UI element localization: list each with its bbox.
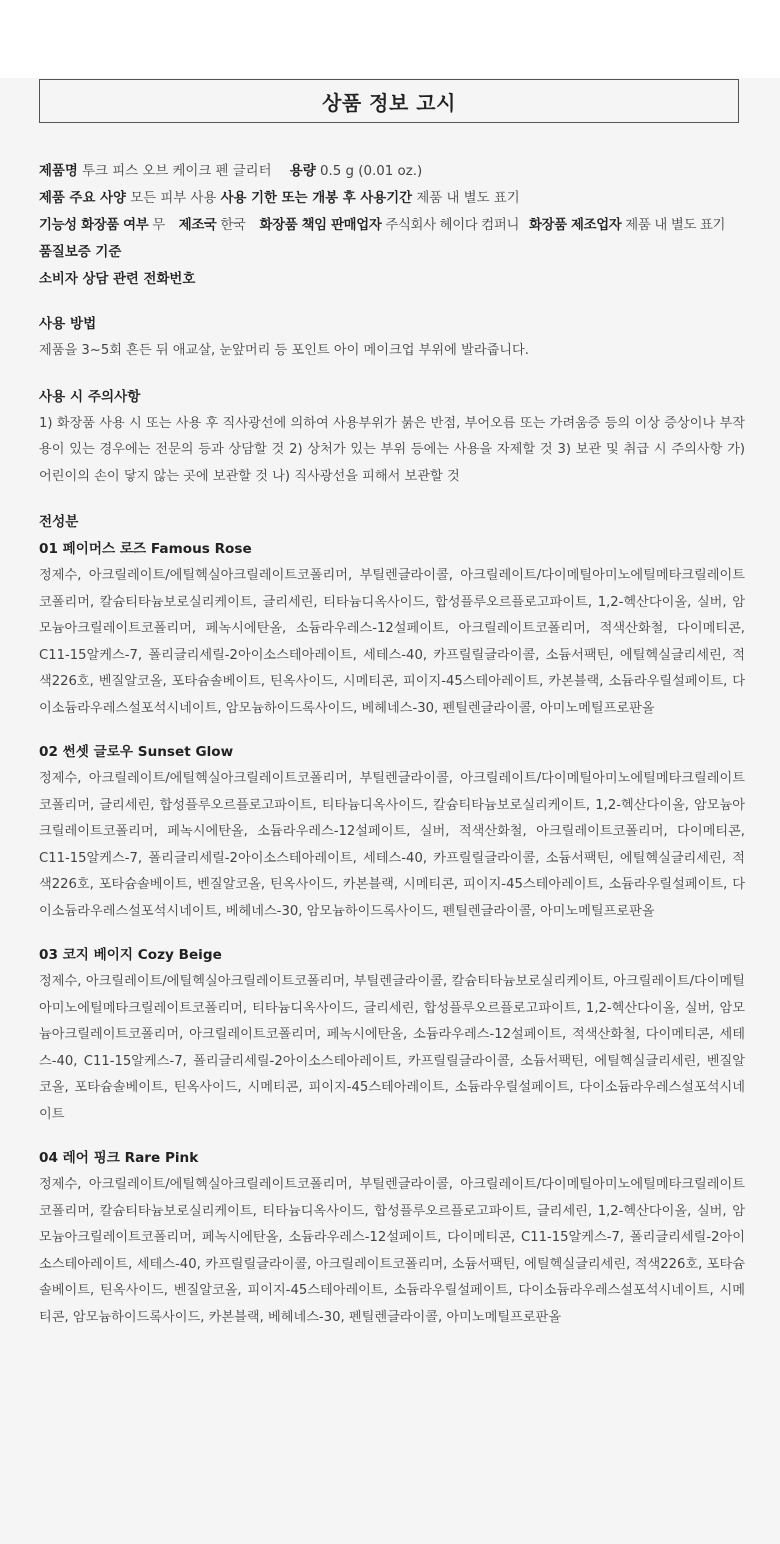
functional-value: 무	[152, 218, 165, 233]
maker-label: 화장품 제조업자	[528, 218, 622, 233]
page-title: 상품 정보 고시	[322, 90, 456, 115]
info-row-4	[39, 239, 745, 266]
quality-label: 품질보증 기준	[39, 245, 122, 260]
usage-text: 제품을 3~5회 흔든 뒤 애교살, 눈앞머리 등 포인트 아이 메이크업 부위에 발라줍니다.	[39, 343, 529, 358]
ingredient-4-text: 정제수, 아크릴레이트/에틸헥실아크릴레이트코폴리머, 부틸렌글라이콜, 아크릴레이트/다이메틸아미노에틸메타크릴레이트코폴리머, 칼슘티타늄보로실리케이트, 티타늄디옥사이드, 합성플루오르플로고파이트, 글리세린, 1,2-헥산다이올, 실버, 암모늄아크릴레이트코폴리머, 페녹시에탄올, 소듐라우레스-12설페이트, 다이메티콘, C11-15알케스-7, 폴리글리세릴-2아이소스테아레이트, 세테스-40, 카프릴릴글라이콜, 아크릴레이트코폴리머, 소듐서팩틴, 에틸헥실글리세린, 적색226호, 포타슘솔베이트, 틴옥사이드, 벤질알코올, 피이지-45스테아레이트, 소듐라우릴설페이트, 다이소듐라우레스설포석시네이트, 시메티콘, 암모늄하이드록사이드, 카본블랙, 베헤네스-30, 펜틸렌글라이콜, 아미노메틸프로판올	[39, 1177, 745, 1325]
usage-title: 사용 방법	[39, 316, 97, 332]
notice-content	[39, 158, 745, 1331]
caution-text: 1) 화장품 사용 시 또는 사용 후 직사광선에 의하여 사용부위가 붉은 반점, 부어오름 또는 가려움증 등의 이상 증상이나 부작용이 있는 경우에는 전문의 등과 상담할 것 2) 상처가 있는 부위 등에는 사용을 자제할 것 3) 보관 및 취급 시 주의사항 가) 어린이의 손이 닿지 않는 곳에 보관할 것 나) 직사광선을 피해서 보관할 것	[39, 415, 745, 484]
title-box	[39, 79, 739, 123]
product-name-value: 투크 피스 오브 케이크 펜 글리터	[82, 164, 272, 179]
expiry-value: 제품 내 별도 표기	[416, 191, 520, 206]
ingredient-4-name: 04 레어 핑크 Rare Pink	[39, 1150, 199, 1166]
ingredient-3-name: 03 코지 베이지 Cozy Beige	[39, 947, 222, 963]
volume-label: 용량	[289, 164, 316, 179]
info-row-3	[39, 212, 745, 239]
info-row-1	[39, 158, 745, 185]
ingredient-1-name: 01 페이머스 로즈 Famous Rose	[39, 541, 252, 557]
ingredient-3-text: 정제수, 아크릴레이트/에틸헥실아크릴레이트코폴리머, 부틸렌글라이콜, 칼슘티타늄보로실리케이트, 아크릴레이트/다이메틸아미노에틸메타크릴레이트코폴리머, 티타늄디옥사이드, 글리세린, 합성플루오르플로고파이트, 1,2-헥산다이올, 실버, 암모늄아크릴레이트코폴리머, 아크릴레이트코폴리머, 페녹시에탄올, 소듐라우레스-12설페이트, 적색산화철, 다이메티콘, 세테스-40, C11-15알케스-7, 폴리글리세릴-2아이소스테아레이트, 카프릴릴글라이콜, 소듐서팩틴, 에틸헥실글리세린, 벤질알코올, 포타슘솔베이트, 틴옥사이드, 시메티콘, 피이지-45스테아레이트, 소듐라우릴설페이트, 다이소듐라우레스설포석시네이트	[39, 974, 745, 1122]
info-row-5	[39, 266, 745, 293]
ingredient-2-name: 02 썬셋 글로우 Sunset Glow	[39, 744, 234, 760]
spec-label: 제품 주요 사양	[39, 191, 126, 206]
info-row-2	[39, 185, 745, 212]
expiry-label: 사용 기한 또는 개봉 후 사용기간	[220, 191, 413, 206]
country-value: 한국	[220, 218, 246, 233]
volume-value: 0.5 g (0.01 oz.)	[319, 164, 423, 179]
phone-label: 소비자 상담 관련 전화번호	[39, 272, 196, 287]
ingredient-1-text: 정제수, 아크릴레이트/에틸헥실아크릴레이트코폴리머, 부틸렌글라이콜, 아크릴레이트/다이메틸아미노에틸메타크릴레이트코폴리머, 칼슘티타늄보로실리케이트, 글리세린, 티타늄디옥사이드, 합성플루오르플로고파이트, 1,2-헥산다이올, 실버, 암모늄아크릴레이트코폴리머, 페녹시에탄올, 소듐라우레스-12설페이트, 아크릴레이트코폴리머, 적색산화철, 다이메티콘, C11-15알케스-7, 폴리글리세릴-2아이소스테아레이트, 세테스-40, 카프릴릴글라이콜, 소듐서팩틴, 에틸헥실글리세린, 적색226호, 벤질알코올, 포타슘솔베이트, 틴옥사이드, 시메티콘, 피이지-45스테아레이트, 카본블랙, 소듐라우릴설페이트, 다이소듐라우레스설포석시네이트, 암모늄하이드록사이드, 베헤네스-30, 펜틸렌글라이콜, 아미노메틸프로판올	[39, 568, 745, 716]
top-blank-area	[0, 0, 780, 78]
seller-value: 주식회사 헤이다 컴퍼니	[385, 218, 520, 233]
ingredient-2-text: 정제수, 아크릴레이트/에틸헥실아크릴레이트코폴리머, 부틸렌글라이콜, 아크릴레이트/다이메틸아미노에틸메타크릴레이트코폴리머, 글리세린, 합성플루오르플로고파이트, 티타늄디옥사이드, 칼슘티타늄보로실리케이트, 1,2-헥산다이올, 암모늄아크릴레이트코폴리머, 페녹시에탄올, 소듐라우레스-12설페이트, 실버, 적색산화철, 아크릴레이트코폴리머, 다이메티콘, C11-15알케스-7, 폴리글리세릴-2아이소스테아레이트, 세테스-40, 카프릴릴글라이콜, 소듐서팩틴, 에틸헥실글리세린, 적색226호, 포타슘솔베이트, 벤질알코올, 틴옥사이드, 카본블랙, 시메티콘, 피이지-45스테아레이트, 소듐라우릴설페이트, 다이소듐라우레스설포석시네이트, 베헤네스-30, 암모늄하이드록사이드, 펜틸렌글라이콜, 아미노메틸프로판올	[39, 771, 745, 919]
maker-value: 제품 내 별도 표기	[625, 218, 726, 233]
caution-title: 사용 시 주의사항	[39, 388, 141, 405]
seller-label: 화장품 책임 판매업자	[259, 218, 382, 233]
ingredients-title: 전성분	[39, 514, 79, 530]
product-name-label: 제품명	[39, 164, 78, 179]
functional-label: 기능성 화장품 여부	[39, 218, 149, 233]
spec-value: 모든 피부 사용	[130, 191, 217, 206]
country-label: 제조국	[178, 218, 217, 233]
